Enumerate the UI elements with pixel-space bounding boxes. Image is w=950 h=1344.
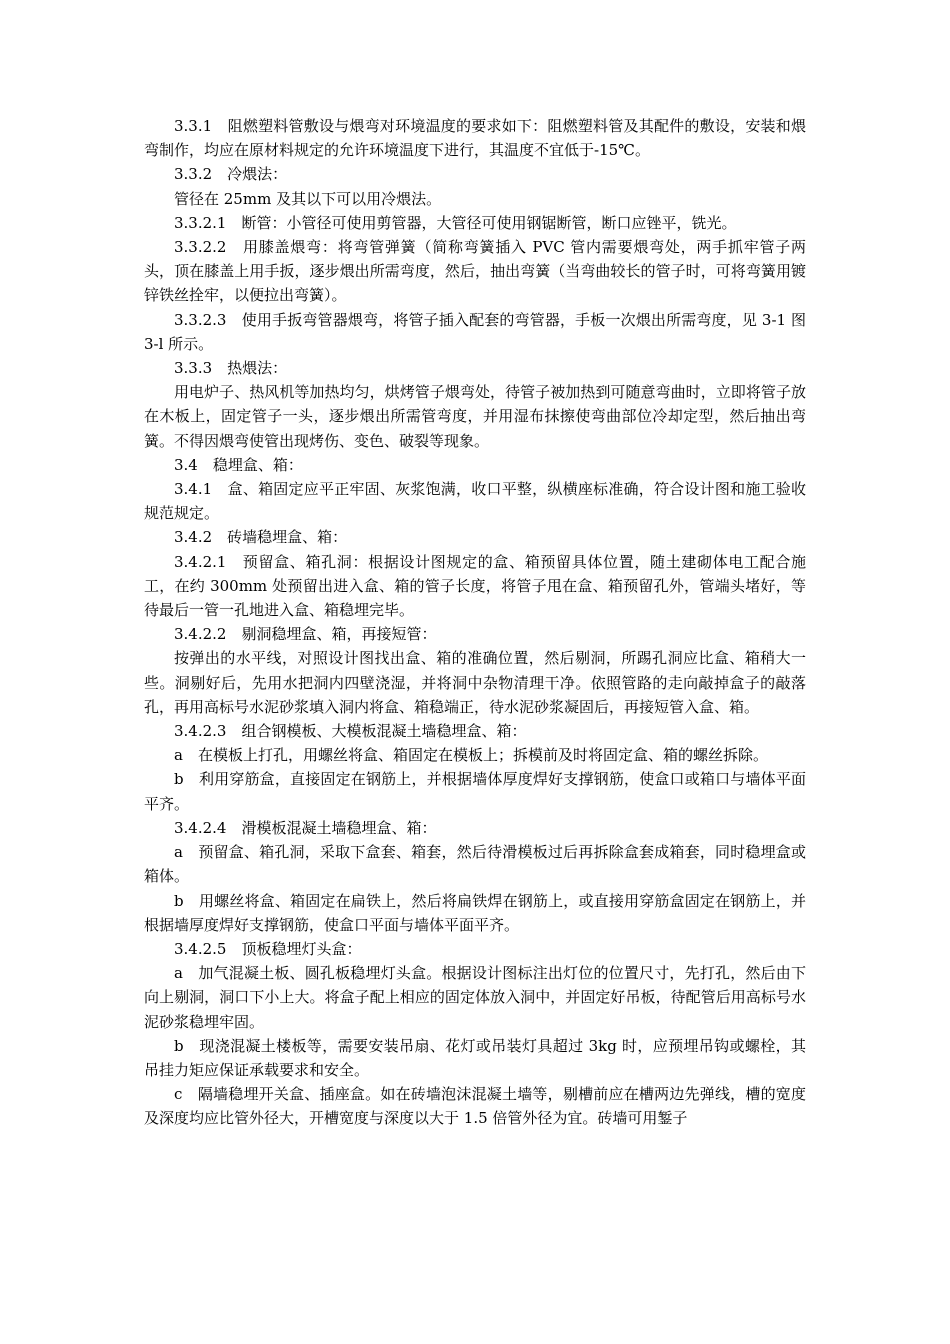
paragraph-3-4-1: 3.4.1 盒、箱固定应平正牢固、灰浆饱满，收口平整，纵横座标准确，符合设计图和施工验收规范规定。: [144, 480, 806, 523]
paragraph-hot-bend: 用电炉子、热风机等加热均匀，烘烤管子煨弯处，待管子被加热到可随意弯曲时，立即将管子放在木板上，固定管子一头，逐步煨出所需管弯度，并用湿布抹擦使弯曲部位冷却定型，然后抽出弯簧。不得因煨弯使管出现烤伤、变色、破裂等现象。: [144, 383, 806, 450]
paragraph-3-3-1: 3.3.1 阻燃塑料管敷设与煨弯对环境温度的要求如下：阻燃塑料管及其配件的敷设，安装和煨弯制作，均应在原材料规定的允许环境温度下进行，其温度不宜低于-15℃。: [144, 117, 806, 160]
list-item-3-4-2-4-a: a 预留盒、箱孔洞，采取下盒套、箱套，然后待滑模板过后再拆除盒套成箱套，同时稳埋盒或箱体。: [144, 843, 806, 886]
paragraph-3-3-2-1: 3.3.2.1 断管：小管径可使用剪管器，大管径可使用钢锯断管，断口应锉平，铣光。: [174, 213, 737, 232]
list-item-3-4-2-5-c: c 隔墙稳埋开关盒、插座盒。如在砖墙泡沫混凝土墙等，剔槽前应在槽两边先弹线，槽的宽度及深度均应比管外径大，开槽宽度与深度以大于 1.5 倍管外径为宜。砖墙可用錾子: [144, 1085, 806, 1128]
heading-3-4-2-5: 3.4.2.5 顶板稳埋灯头盒：: [174, 939, 362, 958]
heading-3-4-2-2: 3.4.2.2 剔洞稳埋盒、箱，再接短管：: [174, 625, 437, 644]
heading-3-4: 3.4 稳埋盒、箱：: [174, 455, 303, 474]
heading-3-4-2-3: 3.4.2.3 组合钢模板、大模板混凝土墙稳埋盒、箱：: [174, 722, 527, 741]
heading-3-3-3: 3.3.3 热煨法：: [174, 359, 288, 378]
heading-3-4-2-4: 3.4.2.4 滑模板混凝土墙稳埋盒、箱：: [174, 818, 437, 837]
paragraph-3-3-2-3: 3.3.2.3 使用手扳弯管器煨弯，将管子插入配套的弯管器，手板一次煨出所需弯度，见 3-1 图 3-l 所示。: [144, 310, 806, 353]
list-item-3-4-2-4-b: b 用螺丝将盒、箱固定在扁铁上，然后将扁铁焊在钢筋上，或直接用穿筋盒固定在钢筋上，并根据墙厚度焊好支撑钢筋，使盒口平面与墙体平面平齐。: [144, 891, 806, 934]
list-item-3-4-2-3-a: a 在模板上打孔，用螺丝将盒、箱固定在模板上；拆模前及时将固定盒、箱的螺丝拆除。: [174, 746, 768, 765]
paragraph-cold-bend-scope: 管径在 25mm 及其以下可以用冷煨法。: [174, 189, 442, 208]
paragraph-3-3-2-2: 3.3.2.2 用膝盖煨弯：将弯管弹簧（简称弯簧插入 PVC 管内需要煨弯处，两手抓牢管子两头，顶在膝盖上用手扳，逐步煨出所需弯度，然后，抽出弯簧（当弯曲较长的管子时，可将弯簧用镀锌铁丝拴牢，以便拉出弯簧）。: [144, 238, 806, 305]
heading-3-3-2: 3.3.2 冷煨法：: [174, 165, 288, 184]
list-item-3-4-2-3-b: b 利用穿筋盒，直接固定在钢筋上，并根据墙体厚度焊好支撑钢筋，使盒口或箱口与墙体平面平齐。: [144, 770, 806, 813]
list-item-3-4-2-5-b: b 现浇混凝土楼板等，需要安装吊扇、花灯或吊装灯具超过 3kg 时，应预埋吊钩或螺栓，其吊挂力矩应保证承载要求和安全。: [144, 1036, 806, 1079]
paragraph-3-4-2-1: 3.4.2.1 预留盒、箱孔洞：根据设计图规定的盒、箱预留具体位置，随土建砌体电工配合施工，在约 300mm 处预留出进入盒、箱的管子长度，将管子甩在盒、箱预留孔外，管端头堵好，等待最后一管一孔地进入盒、箱稳埋完毕。: [144, 552, 806, 620]
document-page: [144, 114, 806, 1344]
list-item-3-4-2-5-a: a 加气混凝土板、圆孔板稳埋灯头盒。根据设计图标注出灯位的位置尺寸，先打孔，然后由下向上剔洞，洞口下小上大。将盒子配上相应的固定体放入洞中，并固定好吊板，待配管后用高标号水泥砂浆稳埋牢固。: [144, 964, 806, 1031]
heading-3-4-2: 3.4.2 砖墙稳埋盒、箱：: [174, 528, 348, 547]
paragraph-chisel-hole: 按弹出的水平线，对照设计图找出盒、箱的准确位置，然后剔洞，所踢孔洞应比盒、箱稍大一些。洞剔好后，先用水把洞内四壁浇湿，并将洞中杂物清理干净。依照管路的走向敲掉盒子的敲落孔，再用高标号水泥砂浆填入洞内将盒、箱稳端正，待水泥砂浆凝固后，再接短管入盒、箱。: [144, 649, 806, 716]
